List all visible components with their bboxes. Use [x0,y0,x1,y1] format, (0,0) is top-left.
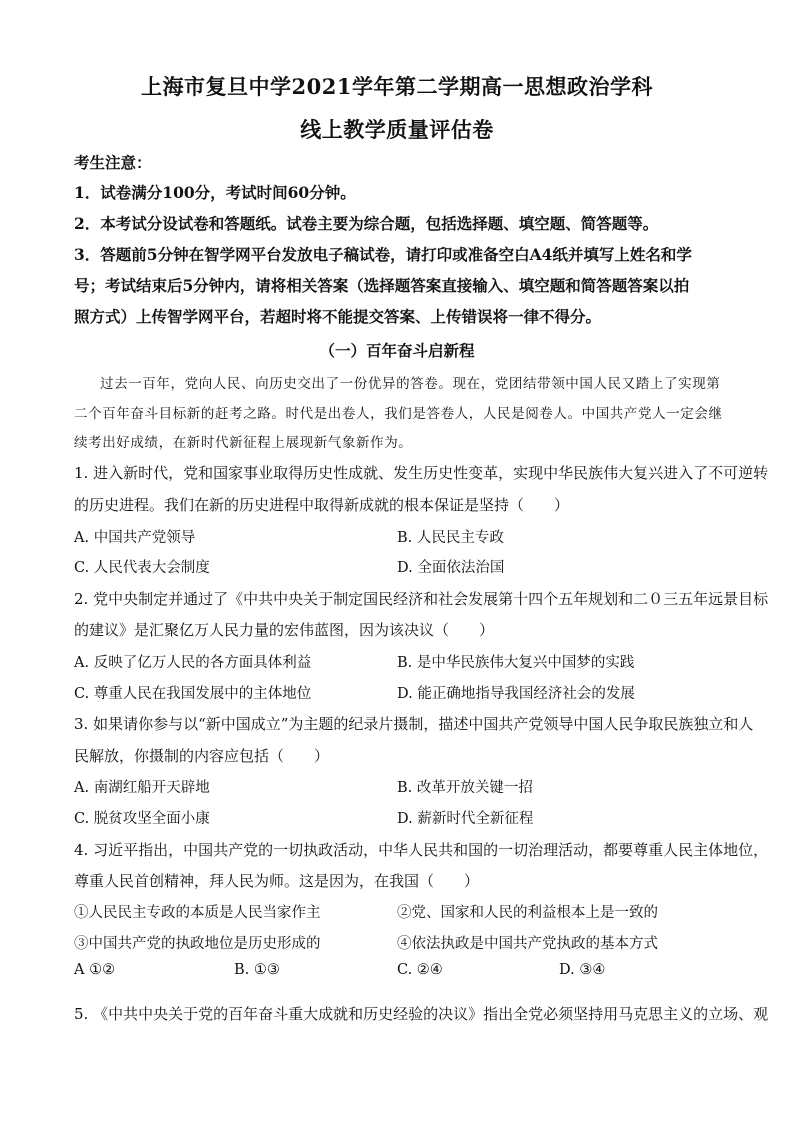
notice-item-2: 2．本考试分设试卷和答题纸。试卷主要为综合题，包括选择题、填空题、简答题等。 [74,214,659,233]
q2-option-b: B. 是中华民族伟大复兴中国梦的实践 [397,655,635,671]
q1-stem-line-2: 的历史进程。我们在新的历史进程中取得新成就的根本保证是坚持（ ） [74,496,570,514]
q3-stem-line-2: 民解放，你摄制的内容应包括（ ） [74,747,330,765]
q1-option-c: C. 人民代表大会制度 [74,560,210,576]
q3-option-a: A. 南湖红船开天辟地 [74,780,210,796]
q4-statement-1: ①人民民主专政的本质是人民当家作主 [74,905,321,921]
q2-option-c: C. 尊重人民在我国发展中的主体地位 [74,686,312,702]
q4-option-d: D. ③④ [559,962,606,978]
q4-stem-line-2: 尊重人民首创精神，拜人民为师。这是因为，在我国（ ） [74,872,480,890]
q3-option-d: D. 薪新时代全新征程 [397,811,534,827]
q2-stem-line-2: 的建议》是汇聚亿万人民力量的宏伟蓝图，因为该决议（ ） [74,621,495,639]
intro-line-1: 过去一百年，党向人民、向历史交出了一份优异的答卷。现在，党团结带领中国人民又踏上了实现第 [100,376,721,392]
q2-option-d: D. 能正确地指导我国经济社会的发展 [397,686,635,702]
q4-option-c: C. ②④ [397,962,443,978]
q3-option-b: B. 改革开放关键一招 [397,780,533,796]
page-subtitle: 线上教学质量评估卷 [300,117,494,142]
q2-option-a: A. 反映了亿万人民的各方面具体利益 [74,655,312,671]
intro-line-2: 二个百年奋斗目标新的赶考之路。时代是出卷人，我们是答卷人，人民是阅卷人。中国共产党人一定会继 [74,406,723,422]
notice-item-3-line-2: 号；考试结束后5分钟内，请将相关答案（选择题答案直接输入、填空题和简答题答案以拍 [74,276,690,295]
page-title: 上海市复旦中学2021学年第二学期高一思想政治学科 [141,74,653,99]
q1-option-b: B. 人民民主专政 [397,530,504,546]
q4-statement-4: ④依法执政是中国共产党执政的基本方式 [397,936,658,952]
intro-line-3: 续考出好成绩，在新时代新征程上展现新气象新作为。 [74,435,413,451]
q4-stem-line-1: 4. 习近平指出，中国共产党的一切执政活动，中华人民共和国的一切治理活动，都要尊重人民主体地位， [74,841,769,859]
q5-stem-line-1: 5. 《中共中央关于党的百年奋斗重大成就和历史经验的决议》指出全党必须坚持用马克思主义的立场、观 [74,1005,769,1023]
q4-statement-3: ③中国共产党的执政地位是历史形成的 [74,936,321,952]
q1-option-d: D. 全面依法治国 [397,560,505,576]
q4-option-a: A ①② [74,962,116,978]
q2-stem-line-1: 2. 党中央制定并通过了《中共中央关于制定国民经济和社会发展第十四个五年规划和二０三五年远景目标 [74,590,769,608]
notice-heading: 考生注意： [74,153,152,172]
q4-option-b: B. ①③ [234,962,280,978]
notice-item-3-line-1: 3．答题前5分钟在智学网平台发放电子稿试卷，请打印或准备空白A4纸并填写上姓名和学 [74,245,692,264]
q3-stem-line-1: 3. 如果请你参与以“新中国成立”为主题的纪录片摄制，描述中国共产党领导中国人民争取民族独立和人 [74,715,754,733]
q4-statement-2: ②党、国家和人民的利益根本上是一致的 [397,905,658,921]
section-title: （一）百年奋斗启新程 [319,341,475,360]
notice-item-1: 1．试卷满分100分，考试时间60分钟。 [74,183,356,202]
notice-item-3-line-3: 照方式）上传智学网平台，若超时将不能提交答案、上传错误将一律不得分。 [74,307,602,326]
q3-option-c: C. 脱贫攻坚全面小康 [74,811,210,827]
q1-option-a: A. 中国共产党领导 [74,530,196,546]
q1-stem-line-1: 1. 进入新时代，党和国家事业取得历史性成就、发生历史性变革，实现中华民族伟大复兴进入了不可逆转 [74,464,769,482]
